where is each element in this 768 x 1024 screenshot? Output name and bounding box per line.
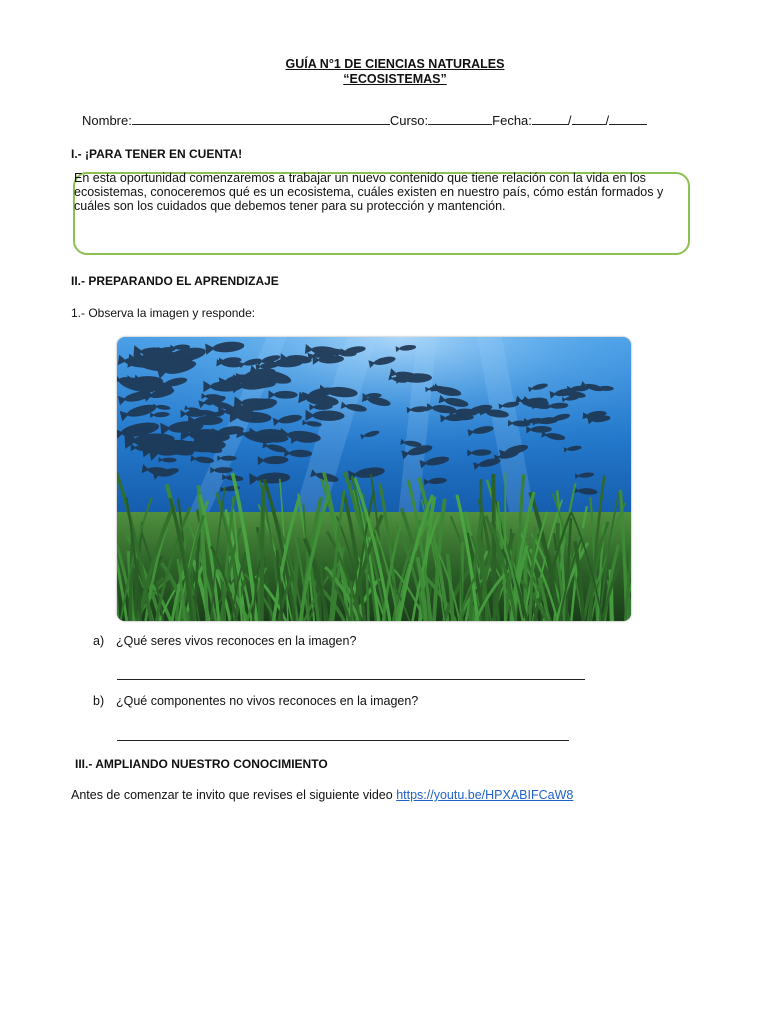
- name-label: Nombre:: [82, 113, 132, 128]
- seagrass-blade: [262, 485, 263, 621]
- question-text: ¿Qué seres vivos reconoces en la imagen?: [116, 634, 357, 648]
- date-year-blank[interactable]: [609, 112, 647, 125]
- section-1-heading: I.- ¡PARA TENER EN CUENTA!: [71, 147, 243, 161]
- worksheet-title: GUÍA N°1 DE CIENCIAS NATURALES: [285, 57, 505, 71]
- question-text: ¿Qué componentes no vivos reconoces en la imagen?: [116, 694, 419, 708]
- answer-line-a[interactable]: [117, 679, 585, 680]
- question-a: [93, 634, 356, 648]
- video-text: Antes de comenzar te invito que revises el siguiente video: [71, 788, 397, 802]
- course-label: Curso:: [389, 113, 429, 128]
- course-blank[interactable]: [428, 112, 492, 125]
- video-invitation: [71, 788, 573, 802]
- section-3-heading: III.- AMPLIANDO NUESTRO CONOCIMIENTO: [75, 757, 328, 771]
- student-info-line: [82, 112, 647, 128]
- date-separator: /: [605, 113, 610, 128]
- section-2-heading: II.- PREPARANDO EL APRENDIZAJE: [71, 274, 279, 288]
- question-letter: b): [93, 694, 105, 708]
- date-day-blank[interactable]: [532, 112, 568, 125]
- name-blank[interactable]: [132, 112, 390, 125]
- instruction-text: 1.- Observa la imagen y responde:: [71, 306, 256, 320]
- seagrass-blade: [130, 537, 133, 621]
- date-label: Fecha:: [492, 113, 532, 128]
- date-separator: /: [567, 113, 572, 128]
- ocean-ecosystem-image: [117, 337, 631, 621]
- worksheet-subtitle: “ECOSISTEMAS”: [343, 72, 447, 86]
- info-text: En esta oportunidad comenzaremos a trabajar un nuevo contenido que tiene relación con la vida en los ecosistemas, conoceremos qué es un ecosistema, cuáles existen en nuestro país, cómo están formados y cuáles son los cuidados que debemos tener para su protección y mantención.: [74, 171, 664, 213]
- video-link[interactable]: https://youtu.be/HPXABIFCaW8: [396, 788, 574, 802]
- answer-line-b[interactable]: [117, 740, 569, 741]
- date-month-blank[interactable]: [572, 112, 606, 125]
- question-letter: a): [93, 634, 105, 648]
- seagrass-blade: [493, 474, 495, 621]
- question-b: [93, 694, 418, 708]
